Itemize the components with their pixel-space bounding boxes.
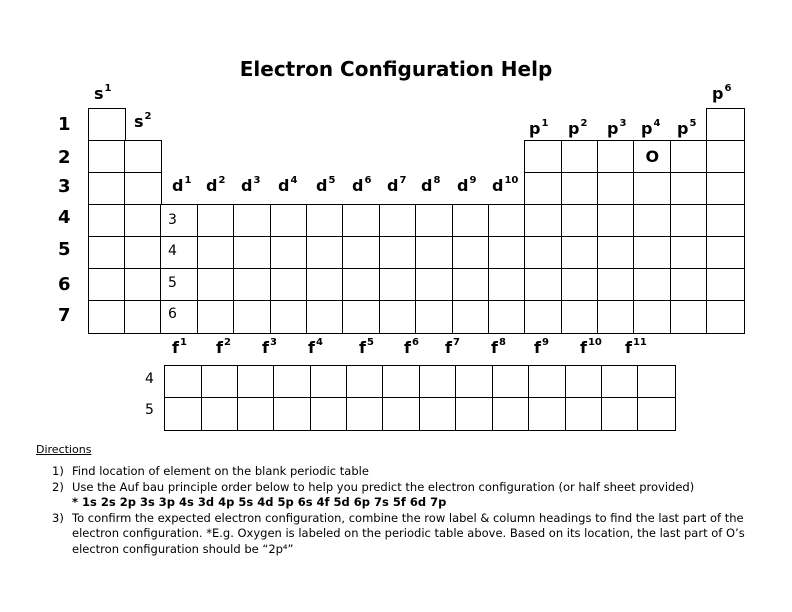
p-header-6: $p^6$ bbox=[712, 82, 732, 103]
period-label-2: 2 bbox=[58, 147, 71, 168]
f-block-cell bbox=[310, 365, 348, 399]
f-row-label: 4 bbox=[145, 371, 154, 387]
f-block-cell bbox=[419, 397, 457, 431]
table-cell bbox=[633, 140, 672, 174]
d-header-1: $d^1$ bbox=[172, 174, 192, 195]
table-cell bbox=[197, 236, 235, 270]
f-block-cell bbox=[637, 365, 676, 399]
table-cell bbox=[706, 236, 745, 270]
f-block-cell bbox=[346, 397, 384, 431]
period-label-7: 7 bbox=[58, 305, 71, 326]
table-cell bbox=[342, 268, 381, 302]
f-block-cell bbox=[382, 365, 421, 399]
p-header-4: $p^4$ bbox=[641, 117, 661, 138]
f-block-cell bbox=[637, 397, 676, 431]
d-row-label: 5 bbox=[168, 275, 177, 291]
oxygen-label: O bbox=[645, 147, 660, 166]
table-cell bbox=[597, 300, 635, 334]
table-cell bbox=[597, 268, 635, 302]
table-cell bbox=[342, 204, 381, 238]
f-header-10: $f^{10}$ bbox=[580, 336, 602, 357]
table-cell bbox=[597, 172, 635, 206]
f-header-2: $f^2$ bbox=[216, 336, 231, 357]
f-block-cell bbox=[419, 365, 457, 399]
table-cell bbox=[88, 108, 126, 142]
table-cell bbox=[524, 140, 563, 174]
f-block-cell bbox=[455, 365, 494, 399]
table-cell bbox=[342, 300, 381, 334]
f-block-cell bbox=[310, 397, 348, 431]
d-header-4: $d^4$ bbox=[278, 174, 298, 195]
table-cell bbox=[124, 300, 162, 334]
table-cell bbox=[597, 204, 635, 238]
table-cell bbox=[88, 268, 126, 302]
table-cell bbox=[88, 172, 126, 206]
table-cell bbox=[561, 172, 599, 206]
f-block-cell bbox=[492, 397, 530, 431]
s2-header: $s^2$ bbox=[134, 110, 152, 131]
table-cell bbox=[597, 140, 635, 174]
table-cell bbox=[488, 204, 526, 238]
period-label-6: 6 bbox=[58, 274, 71, 295]
table-cell bbox=[706, 268, 745, 302]
table-cell bbox=[670, 204, 708, 238]
table-cell bbox=[270, 204, 308, 238]
f-block-cell bbox=[237, 397, 275, 431]
f-header-8: $f^8$ bbox=[491, 336, 506, 357]
table-cell bbox=[379, 236, 417, 270]
table-cell bbox=[706, 172, 745, 206]
table-cell bbox=[124, 204, 162, 238]
table-cell bbox=[561, 300, 599, 334]
table-cell bbox=[415, 268, 454, 302]
d-header-8: $d^8$ bbox=[421, 174, 441, 195]
table-cell bbox=[452, 300, 490, 334]
table-cell bbox=[306, 268, 344, 302]
f-block-cell bbox=[492, 365, 530, 399]
f-header-11: $f^{11}$ bbox=[625, 336, 647, 357]
table-cell bbox=[379, 204, 417, 238]
table-cell bbox=[524, 204, 563, 238]
table-cell bbox=[670, 236, 708, 270]
table-cell bbox=[124, 172, 162, 206]
p-header-2: $p^2$ bbox=[568, 117, 588, 138]
d-header-6: $d^6$ bbox=[352, 174, 372, 195]
f-block-cell bbox=[346, 365, 384, 399]
f-block-cell bbox=[273, 365, 312, 399]
table-cell bbox=[706, 108, 745, 142]
d-row-label: 3 bbox=[168, 212, 177, 228]
f-block-cell bbox=[237, 365, 275, 399]
table-cell bbox=[160, 268, 199, 302]
table-cell bbox=[633, 236, 672, 270]
p-header-5: $p^5$ bbox=[677, 117, 697, 138]
table-cell bbox=[670, 268, 708, 302]
table-cell bbox=[706, 204, 745, 238]
table-cell bbox=[561, 140, 599, 174]
table-cell bbox=[88, 236, 126, 270]
d-header-3: $d^3$ bbox=[241, 174, 261, 195]
table-cell bbox=[306, 300, 344, 334]
f-header-7: $f^7$ bbox=[445, 336, 460, 357]
table-cell bbox=[452, 268, 490, 302]
f-block-cell bbox=[601, 397, 639, 431]
table-cell bbox=[270, 268, 308, 302]
table-cell bbox=[160, 236, 199, 270]
table-cell bbox=[88, 140, 126, 174]
table-cell bbox=[633, 268, 672, 302]
table-cell bbox=[597, 236, 635, 270]
f-block-cell bbox=[528, 397, 567, 431]
table-cell bbox=[379, 300, 417, 334]
table-cell bbox=[561, 268, 599, 302]
f-block-cell bbox=[455, 397, 494, 431]
table-cell bbox=[197, 300, 235, 334]
table-cell bbox=[124, 236, 162, 270]
table-cell bbox=[306, 236, 344, 270]
table-cell bbox=[233, 204, 272, 238]
table-cell bbox=[706, 300, 745, 334]
table-cell bbox=[379, 268, 417, 302]
directions-heading: Directions bbox=[36, 443, 92, 456]
table-cell bbox=[306, 204, 344, 238]
d-header-5: $d^5$ bbox=[316, 174, 336, 195]
s1-header: $s^1$ bbox=[94, 82, 112, 103]
table-cell bbox=[633, 172, 672, 206]
table-cell bbox=[88, 204, 126, 238]
table-cell bbox=[524, 268, 563, 302]
f-block-cell bbox=[201, 397, 239, 431]
f-header-3: $f^3$ bbox=[262, 336, 277, 357]
f-block-cell bbox=[565, 397, 603, 431]
period-label-5: 5 bbox=[58, 239, 71, 260]
d-header-7: $d^7$ bbox=[387, 174, 407, 195]
table-cell bbox=[670, 172, 708, 206]
d-row-label: 6 bbox=[168, 306, 177, 322]
table-cell bbox=[488, 236, 526, 270]
f-header-9: $f^9$ bbox=[534, 336, 549, 357]
period-label-1: 1 bbox=[58, 114, 71, 135]
f-block-cell bbox=[382, 397, 421, 431]
table-cell bbox=[233, 268, 272, 302]
table-cell bbox=[197, 204, 235, 238]
f-header-1: $f^1$ bbox=[172, 336, 187, 357]
f-row-label: 5 bbox=[145, 402, 154, 418]
f-block-cell bbox=[201, 365, 239, 399]
table-cell bbox=[670, 140, 708, 174]
table-cell bbox=[706, 140, 745, 174]
table-cell bbox=[488, 300, 526, 334]
d-row-label: 4 bbox=[168, 243, 177, 259]
table-cell bbox=[124, 268, 162, 302]
p-header-1: $p^1$ bbox=[529, 117, 549, 138]
directions-list bbox=[52, 464, 772, 557]
f-block-cell bbox=[273, 397, 312, 431]
table-cell bbox=[415, 236, 454, 270]
table-cell bbox=[452, 236, 490, 270]
table-cell bbox=[88, 300, 126, 334]
d-header-2: $d^2$ bbox=[206, 174, 226, 195]
d-header-10: $d^{10}$ bbox=[492, 174, 519, 195]
table-cell bbox=[488, 268, 526, 302]
table-cell bbox=[233, 236, 272, 270]
aufbau-order: * 1s 2s 2p 3s 3p 4s 3d 4p 5s 4d 5p 6s 4f 5d 6p 7s 5f 6d 7p bbox=[72, 495, 447, 509]
f-header-4: $f^4$ bbox=[308, 336, 323, 357]
d-header-9: $d^9$ bbox=[457, 174, 477, 195]
page-title: Electron Configuration Help bbox=[239, 57, 553, 81]
direction-item-2: 2) Use the Auf bau principle order below to help you predict the electron configuration (or half sheet provided) bbox=[52, 479, 695, 494]
table-cell bbox=[415, 300, 454, 334]
f-block-cell bbox=[164, 365, 203, 399]
table-cell bbox=[670, 300, 708, 334]
period-label-4: 4 bbox=[58, 207, 71, 228]
f-block-cell bbox=[565, 365, 603, 399]
table-cell bbox=[561, 236, 599, 270]
p-header-3: $p^3$ bbox=[607, 117, 627, 138]
table-cell bbox=[197, 268, 235, 302]
table-cell bbox=[160, 300, 199, 334]
f-block-cell bbox=[164, 397, 203, 431]
table-cell bbox=[524, 172, 563, 206]
table-cell bbox=[633, 204, 672, 238]
table-cell bbox=[452, 204, 490, 238]
table-cell bbox=[561, 204, 599, 238]
period-label-3: 3 bbox=[58, 176, 71, 197]
table-cell bbox=[270, 236, 308, 270]
table-cell bbox=[524, 236, 563, 270]
table-cell bbox=[524, 300, 563, 334]
f-header-6: $f^6$ bbox=[404, 336, 419, 357]
table-cell bbox=[342, 236, 381, 270]
f-block-cell bbox=[528, 365, 567, 399]
table-cell bbox=[270, 300, 308, 334]
f-block-cell bbox=[601, 365, 639, 399]
table-cell bbox=[415, 204, 454, 238]
f-header-5: $f^5$ bbox=[359, 336, 374, 357]
table-cell bbox=[160, 204, 199, 238]
direction-item-3: 3) To confirm the expected electron configuration, combine the row label & column headings to find the last part of the electron configuration. *E.g. Oxygen is labeled on the periodic table above. Based on its location, the last part of O’s electron configuration should be “2p⁴” bbox=[52, 510, 745, 556]
table-cell bbox=[633, 300, 672, 334]
table-cell bbox=[233, 300, 272, 334]
direction-item-1: 1) Find location of element on the blank periodic table bbox=[52, 464, 369, 478]
table-cell bbox=[124, 140, 162, 174]
